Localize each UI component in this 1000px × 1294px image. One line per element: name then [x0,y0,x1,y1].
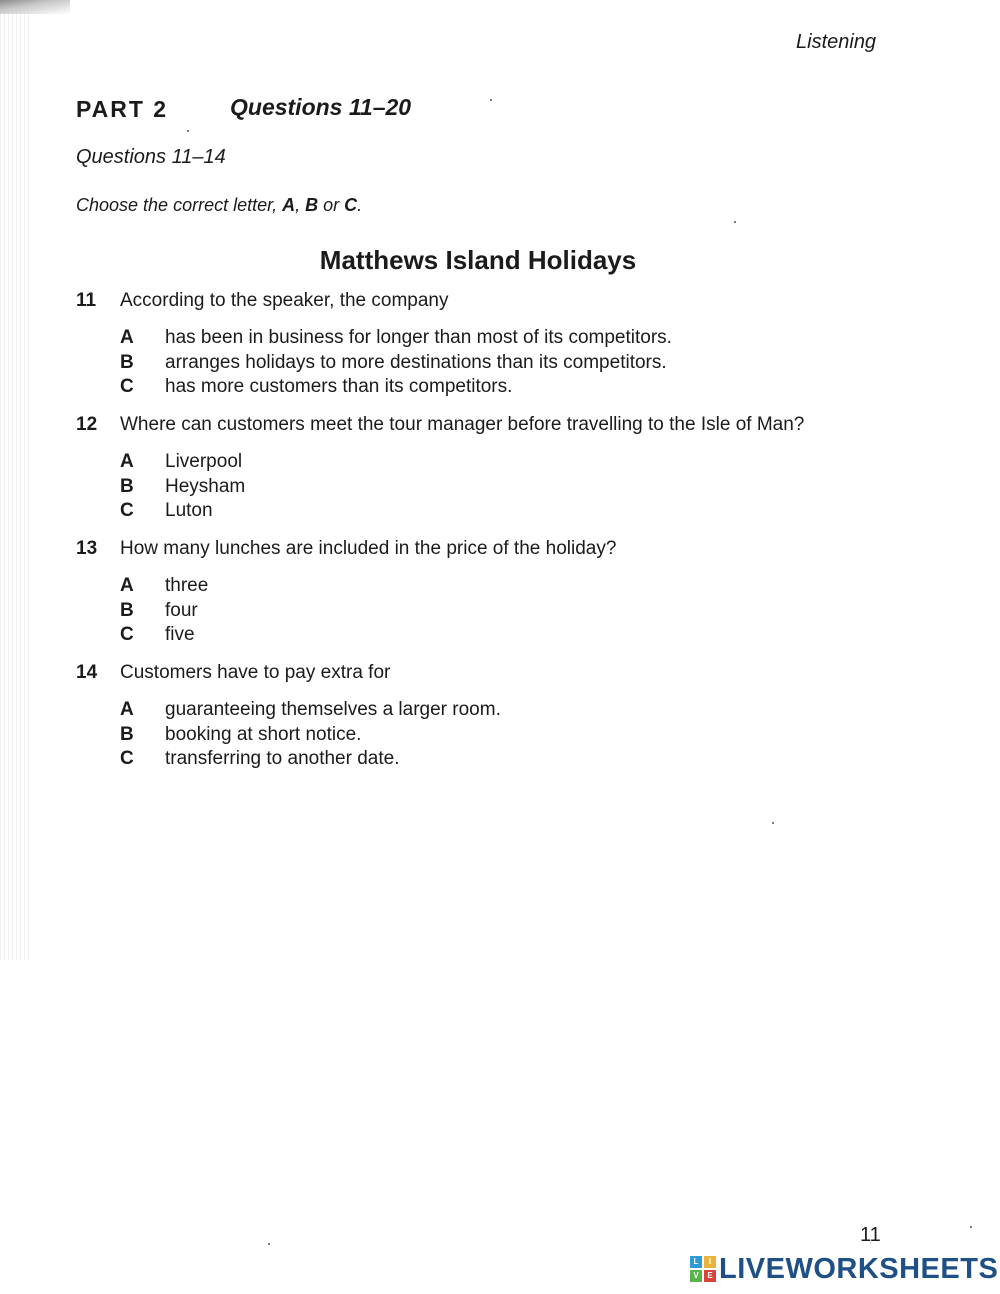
question-number: 11 [76,290,97,311]
scan-speck [268,1243,270,1245]
logo-mark [690,1256,716,1282]
option-letter: C [120,748,134,769]
subsection-heading: Questions 11–14 [76,146,226,168]
option-text: Liverpool [165,451,243,472]
option-letter: C [120,500,134,521]
instruction-prefix: Choose the correct letter, [76,195,283,215]
question-number: 14 [76,662,98,683]
option-text: five [165,624,195,645]
question-text: How many lunches are included in the price of the holiday? [120,538,617,559]
scan-speck [970,1226,972,1228]
option-letter: A [120,699,134,720]
question-text: Customers have to pay extra for [120,662,391,683]
logo-wordmark: LIVEWORKSHEETS [719,1252,999,1285]
logo-mark-cell: I [704,1256,716,1268]
option-text: arranges holidays to more destinations than its competitors. [165,351,667,373]
option-letter: A [120,327,134,348]
option-text: has been in business for longer than most of its competitors. [165,327,672,348]
section-label: Listening [796,31,877,53]
scan-speck [187,130,189,132]
logo-mark-cell: E [704,1270,716,1282]
question-text: According to the speaker, the company [120,290,449,311]
option-letter: B [120,475,134,497]
logo-mark-cell: V [690,1270,702,1282]
question-number: 12 [76,414,98,435]
option-letter: B [120,351,134,373]
scan-speck [734,221,736,223]
instruction-suffix: . [357,195,363,215]
option-letter: C [120,376,134,397]
option-text: Heysham [165,475,246,497]
option-text: guaranteeing themselves a larger room. [165,699,501,720]
option-text: Luton [165,500,213,521]
part-question-range: Questions 11–20 [230,94,412,120]
option-text: four [165,599,198,621]
option-letter: C [120,624,134,645]
instruction-separator: , [295,195,306,215]
question-number: 13 [76,538,98,559]
question-text: Where can customers meet the tour manager before travelling to the Isle of Man? [120,414,805,435]
option-letter: B [120,599,134,621]
instruction-letter-c: C [344,195,358,215]
scan-speck [772,822,774,824]
liveworksheets-logo [690,1252,998,1286]
option-letter: A [120,451,134,472]
instruction-separator: or [318,195,345,215]
instruction-letter-a: A [282,195,296,215]
option-letter: B [120,723,134,745]
instruction [76,195,362,216]
scan-corner-shadow [0,0,70,14]
option-text: has more customers than its competitors. [165,376,513,397]
instruction-letter-b: B [305,195,319,215]
option-text: three [165,575,209,596]
part-title: PART 2 [76,96,169,122]
option-text: transferring to another date. [165,748,400,769]
option-text: booking at short notice. [165,723,362,745]
logo-mark-cell: L [690,1256,702,1268]
page-number: 11 [860,1224,881,1246]
scan-speck [490,99,492,101]
scan-edge-texture [0,0,30,960]
option-letter: A [120,575,134,596]
document-title: Matthews Island Holidays [319,245,637,275]
